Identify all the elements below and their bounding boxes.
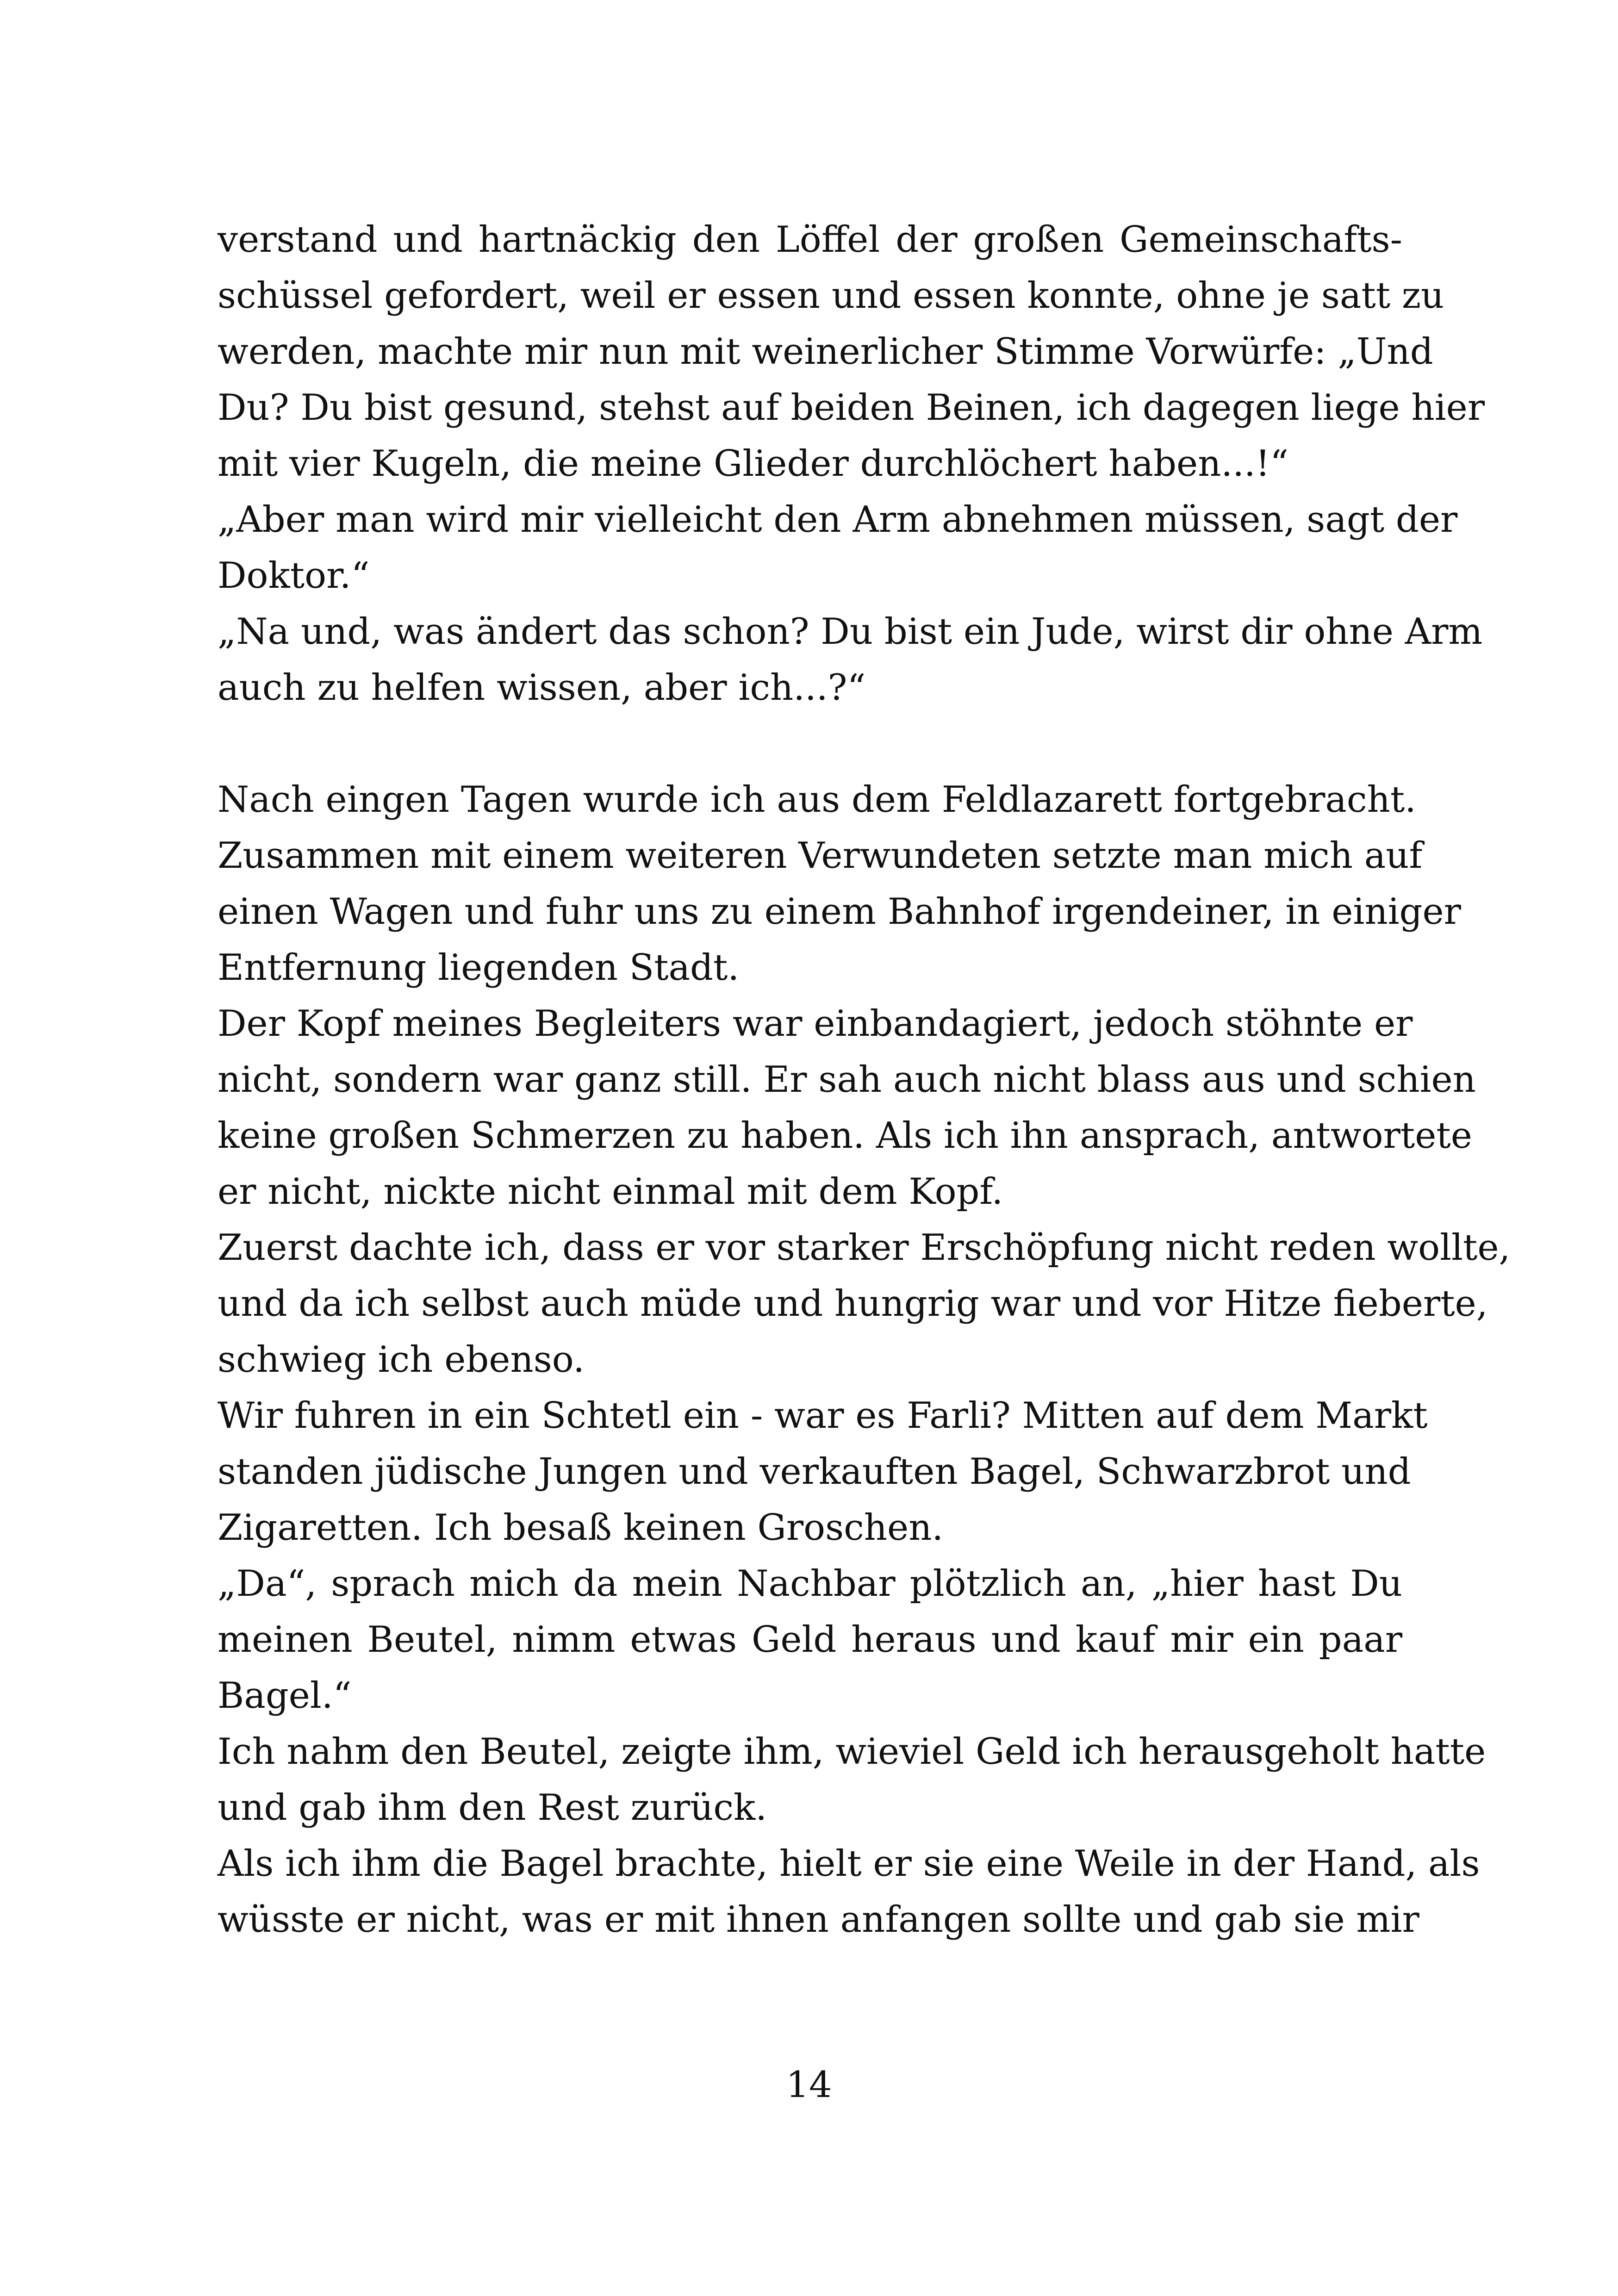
text-line: Wir fuhren in ein Schtetl ein - war es Farli? Mitten auf dem Markt bbox=[218, 1395, 1428, 1437]
paragraph bbox=[218, 604, 1483, 716]
body-text bbox=[218, 212, 1511, 1948]
paragraph bbox=[218, 212, 1485, 492]
text-line: keine großen Schmerzen zu haben. Als ich ihn ansprach, antwortete bbox=[218, 1115, 1472, 1157]
paragraph bbox=[218, 1724, 1486, 1836]
text-line: schwieg ich ebenso. bbox=[218, 1339, 585, 1381]
text-line: mit vier Kugeln, die meine Glieder durchlöchert haben...!“ bbox=[218, 443, 1289, 485]
text-line: Bagel.“ bbox=[218, 1675, 352, 1717]
text-line: „Da“, sprach mich da mein Nachbar plötzlich an, „hier hast Du bbox=[218, 1563, 1402, 1605]
text-line: Als ich ihm die Bagel brachte, hielt er sie eine Weile in der Hand, als bbox=[218, 1843, 1480, 1885]
text-line: schüssel gefordert, weil er essen und essen konnte, ohne je satt zu bbox=[218, 275, 1444, 317]
text-line: Der Kopf meines Begleiters war einbandagiert, jedoch stöhnte er bbox=[218, 1003, 1413, 1045]
text-line: nicht, sondern war ganz still. Er sah auch nicht blass aus und schien bbox=[218, 1059, 1476, 1101]
text-line: meinen Beutel, nimm etwas Geld heraus und kauf mir ein paar bbox=[218, 1619, 1402, 1661]
text-line: Zusammen mit einem weiteren Verwundeten setzte man mich auf bbox=[218, 835, 1423, 877]
text-line: Du? Du bist gesund, stehst auf beiden Beinen, ich dagegen liege hier bbox=[218, 387, 1485, 429]
paragraph bbox=[218, 1388, 1428, 1556]
text-line: werden, machte mir nun mit weinerlicher Stimme Vorwürfe: „Und bbox=[218, 331, 1433, 373]
text-line: „Aber man wird mir vielleicht den Arm abnehmen müssen, sagt der bbox=[218, 499, 1458, 541]
text-line: Ich nahm den Beutel, zeigte ihm, wieviel Geld ich herausgeholt hatte bbox=[218, 1731, 1486, 1773]
paragraph bbox=[218, 996, 1476, 1220]
text-line: Zuerst dachte ich, dass er vor starker Erschöpfung nicht reden wollte, bbox=[218, 1227, 1511, 1269]
text-line: Nach eingen Tagen wurde ich aus dem Feldlazarett fortgebracht. bbox=[218, 779, 1416, 821]
paragraph bbox=[218, 1836, 1480, 1948]
text-line: „Na und, was ändert das schon? Du bist ein Jude, wirst dir ohne Arm bbox=[218, 611, 1483, 653]
paragraph bbox=[218, 1556, 1402, 1724]
text-line: Doktor.“ bbox=[218, 555, 370, 597]
text-line: und gab ihm den Rest zurück. bbox=[218, 1787, 767, 1829]
text-line: Entfernung liegenden Stadt. bbox=[218, 947, 740, 989]
text-line: Zigaretten. Ich besaß keinen Groschen. bbox=[218, 1507, 944, 1549]
text-line: verstand und hartnäckig den Löffel der großen Gemeinschafts- bbox=[218, 219, 1402, 261]
paragraph bbox=[218, 1220, 1511, 1388]
text-line: einen Wagen und fuhr uns zu einem Bahnhof irgendeiner, in einiger bbox=[218, 891, 1461, 933]
text-line: auch zu helfen wissen, aber ich...?“ bbox=[218, 667, 866, 709]
paragraph bbox=[218, 772, 1461, 996]
text-line: und da ich selbst auch müde und hungrig war und vor Hitze fieberte, bbox=[218, 1283, 1488, 1325]
text-line: er nicht, nickte nicht einmal mit dem Kopf. bbox=[218, 1171, 1003, 1213]
text-line: wüsste er nicht, was er mit ihnen anfangen sollte und gab sie mir bbox=[218, 1899, 1419, 1941]
text-line: standen jüdische Jungen und verkauften Bagel, Schwarzbrot und bbox=[218, 1451, 1411, 1493]
paragraph bbox=[218, 492, 1458, 604]
page-number: 14 bbox=[786, 2064, 832, 2106]
